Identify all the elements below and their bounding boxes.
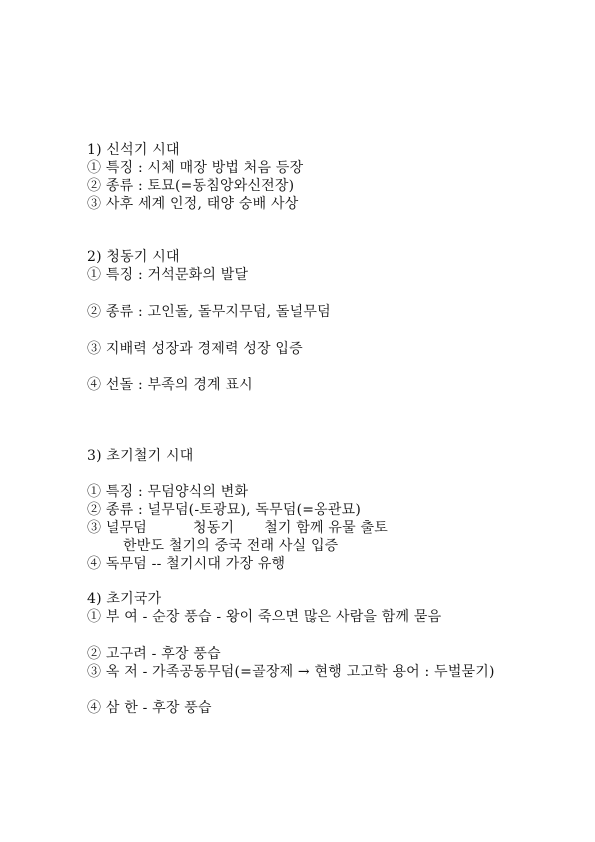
section-3-item-3 <box>87 519 511 537</box>
section-3-item-3-part-c: 철기 함께 유물 출토 <box>264 520 388 536</box>
section-2-item-3: ③ 지배력 성장과 경제력 성장 입증 <box>87 341 303 357</box>
section-4-title: 4) 초기국가 <box>87 591 162 607</box>
section-1-title: 1) 신석기 시대 <box>87 142 180 158</box>
section-2-title: 2) 청동기 시대 <box>87 249 180 265</box>
section-4-item-2: ② 고구려 - 후장 풍습 <box>87 646 221 662</box>
section-3-item-1: ① 특징 : 무덤양식의 변화 <box>87 484 249 500</box>
section-2-item-4: ④ 선돌 : 부족의 경계 표시 <box>87 377 253 393</box>
section-3-item-4: ④ 독무덤 -- 철기시대 가장 유행 <box>87 556 286 572</box>
section-3-item-3-continuation: 한반도 철기의 중국 전래 사실 입증 <box>123 538 339 554</box>
section-1-item-1: ① 특징 : 시체 매장 방법 처음 등장 <box>87 160 304 176</box>
section-1-item-2: ② 종류 : 토묘(=동침앙와신전장) <box>87 178 295 194</box>
section-2-item-1: ① 특징 : 거석문화의 발달 <box>87 267 249 283</box>
section-2-item-2: ② 종류 : 고인돌, 돌무지무덤, 돌널무덤 <box>87 304 331 320</box>
section-3-item-2: ② 종류 : 널무덤(-토광묘), 독무덤(=옹관묘) <box>87 502 362 518</box>
section-4-item-4: ④ 삼 한 - 후장 풍습 <box>87 700 212 716</box>
section-4-item-1: ① 부 여 - 순장 풍습 - 왕이 죽으면 많은 사람을 함께 묻음 <box>87 609 442 625</box>
section-3-item-3-part-a: ③ 널무덤 <box>87 520 148 536</box>
section-4-item-3: ③ 옥 저 - 가족공동무덤(=골장제 → 현행 고고학 용어 : 두벌묻기) <box>87 664 495 680</box>
section-3-title: 3) 초기철기 시대 <box>87 448 194 464</box>
section-1-item-3: ③ 사후 세계 인정, 태양 숭배 사상 <box>87 196 299 212</box>
section-3-item-3-part-b: 청동기 <box>193 520 235 536</box>
